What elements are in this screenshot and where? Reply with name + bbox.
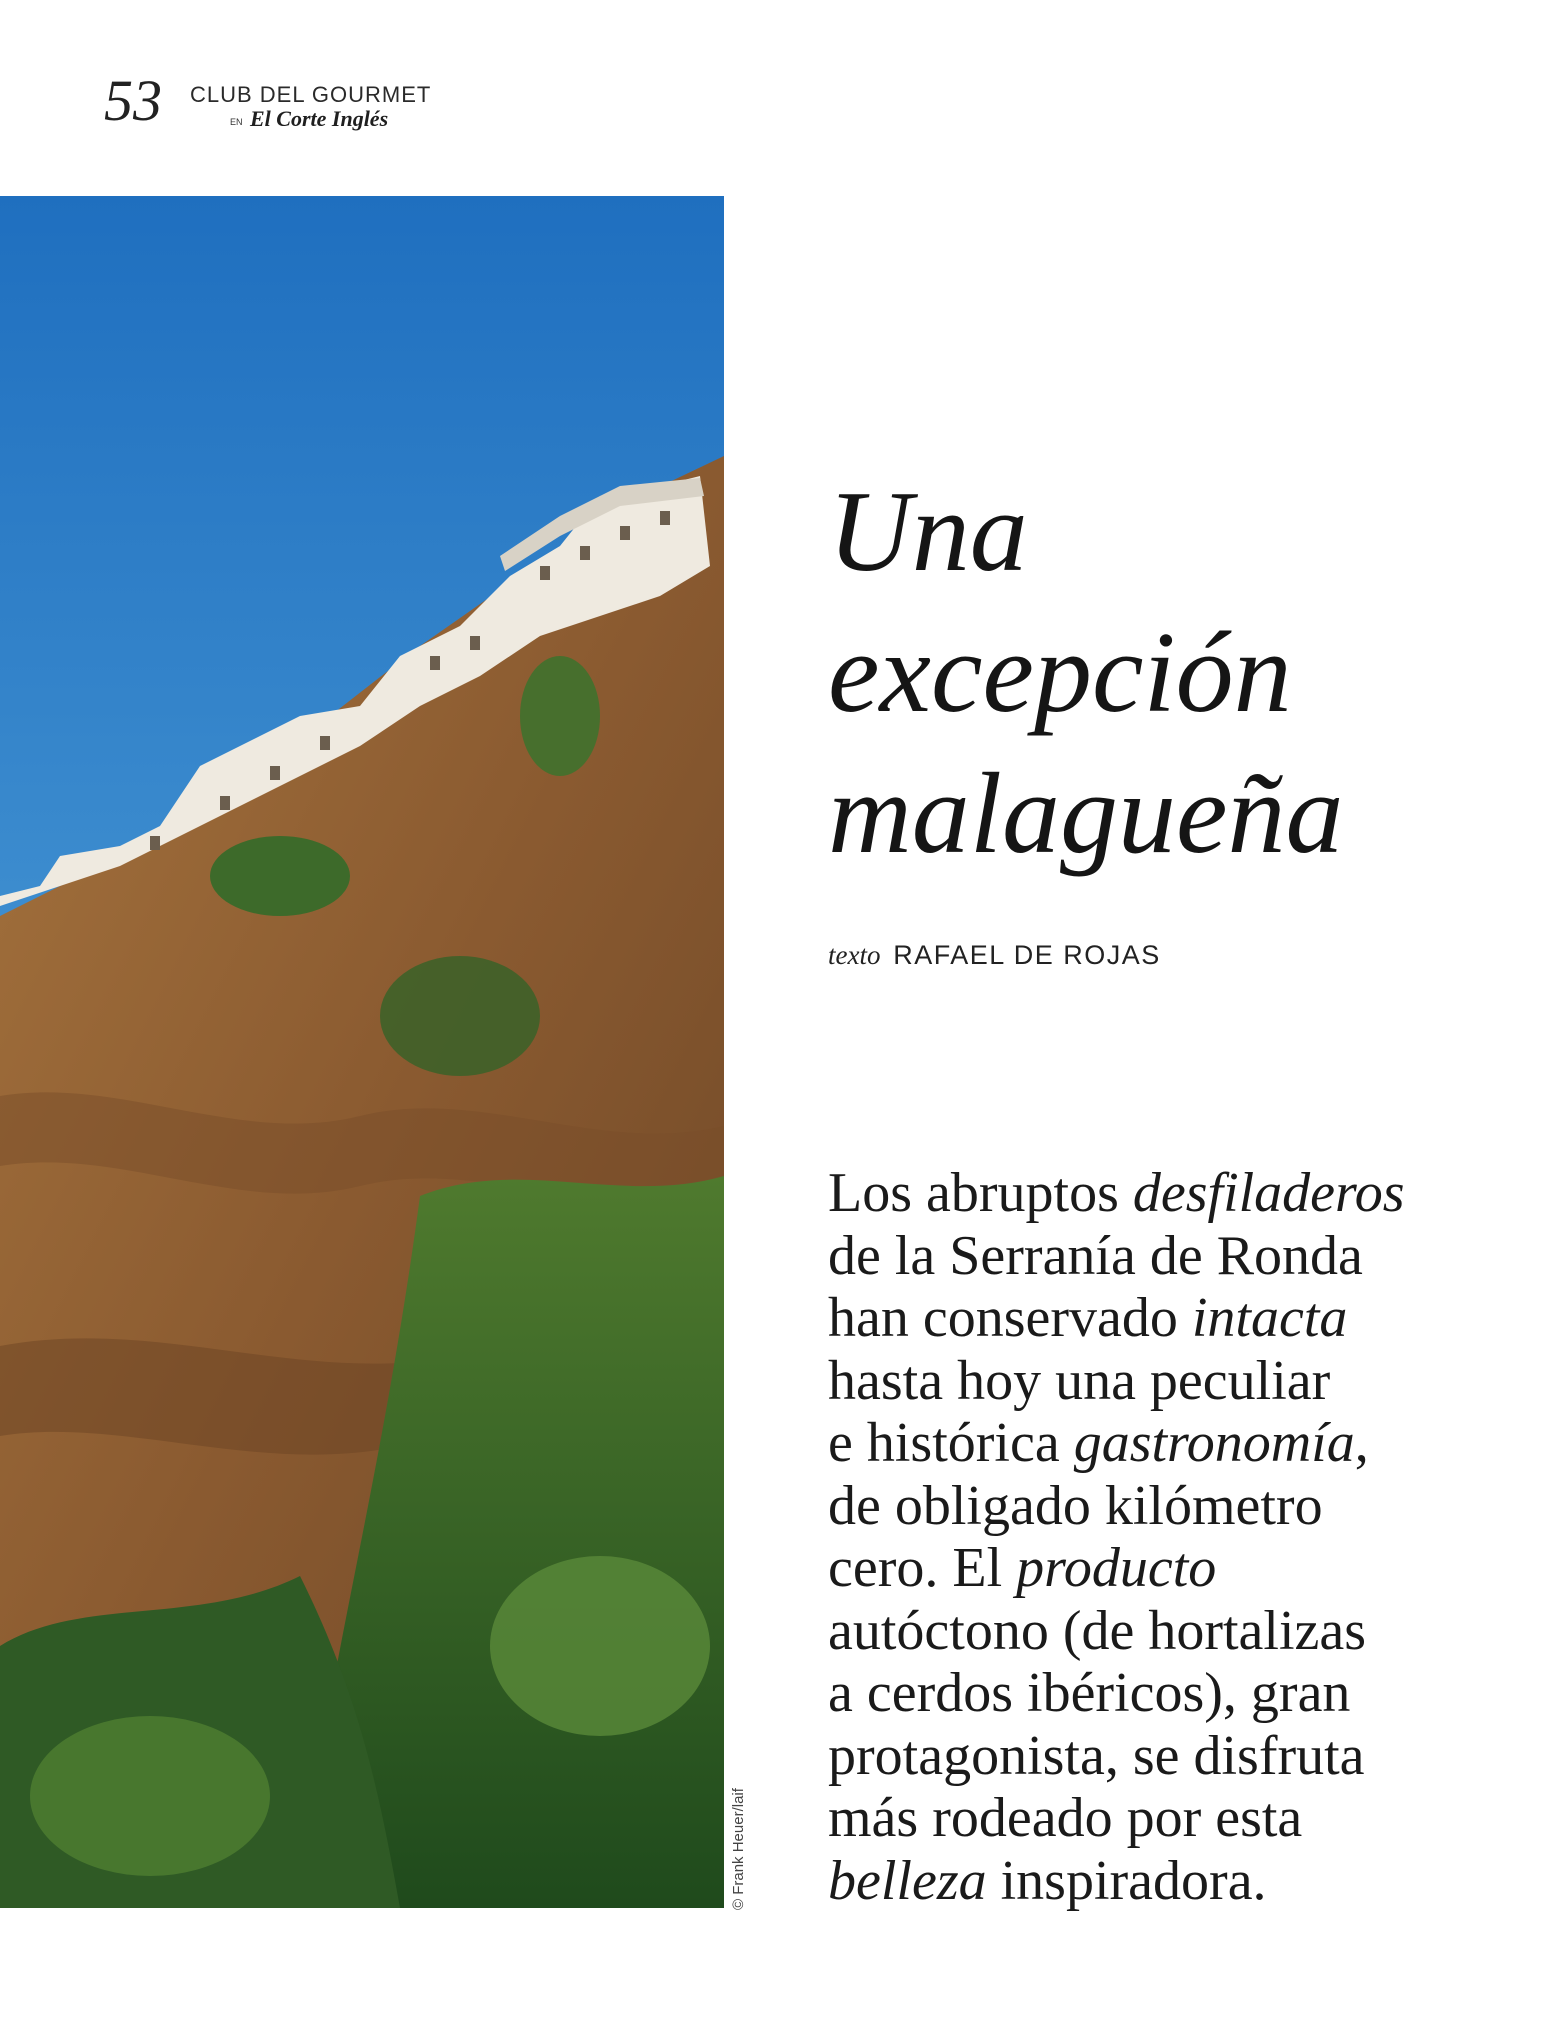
- intro-text: cero. El: [828, 1537, 1017, 1599]
- intro-text: protagonista, se disfruta: [828, 1724, 1365, 1787]
- intro-text: inspiradora.: [986, 1849, 1267, 1912]
- intro-text: ,: [1354, 1412, 1369, 1474]
- title-line: malagueña: [828, 750, 1344, 878]
- intro-emphasis: gastronomía: [1073, 1412, 1355, 1474]
- intro-emphasis: belleza: [828, 1849, 987, 1912]
- title-line: Una: [828, 468, 1028, 596]
- byline-prefix: texto: [828, 940, 881, 970]
- brand-name: CLUB DEL GOURMET: [190, 82, 432, 107]
- intro-text: de obligado kilómetro: [828, 1474, 1323, 1537]
- intro-text: Los abruptos: [828, 1162, 1133, 1224]
- brand-en: EN: [230, 117, 243, 127]
- ronda-cliff-photo: [0, 196, 724, 1908]
- intro-text: de la Serranía de Ronda: [828, 1224, 1363, 1287]
- author-name: RAFAEL DE ROJAS: [893, 940, 1161, 970]
- intro-emphasis: intacta: [1191, 1287, 1348, 1349]
- article-title: [828, 462, 1508, 885]
- brand-logo: El Corte Inglés: [250, 106, 389, 131]
- intro-paragraph: [828, 1162, 1528, 1912]
- page-number: 53: [104, 68, 162, 133]
- intro-emphasis: producto: [1016, 1537, 1217, 1599]
- intro-text: hasta hoy una peculiar: [828, 1349, 1331, 1412]
- intro-text: más rodeado por esta: [828, 1787, 1303, 1849]
- intro-text: autóctono (de hortalizas: [828, 1599, 1367, 1662]
- byline: [828, 940, 1161, 971]
- intro-emphasis: desfiladeros: [1132, 1162, 1405, 1224]
- intro-text: e histórica: [828, 1412, 1074, 1474]
- intro-text: han conservado: [828, 1287, 1192, 1349]
- intro-text: a cerdos ibéricos), gran: [828, 1662, 1351, 1724]
- title-line: excepción: [828, 609, 1292, 737]
- photo-credit: © Frank Heuer/laif: [730, 1788, 747, 1910]
